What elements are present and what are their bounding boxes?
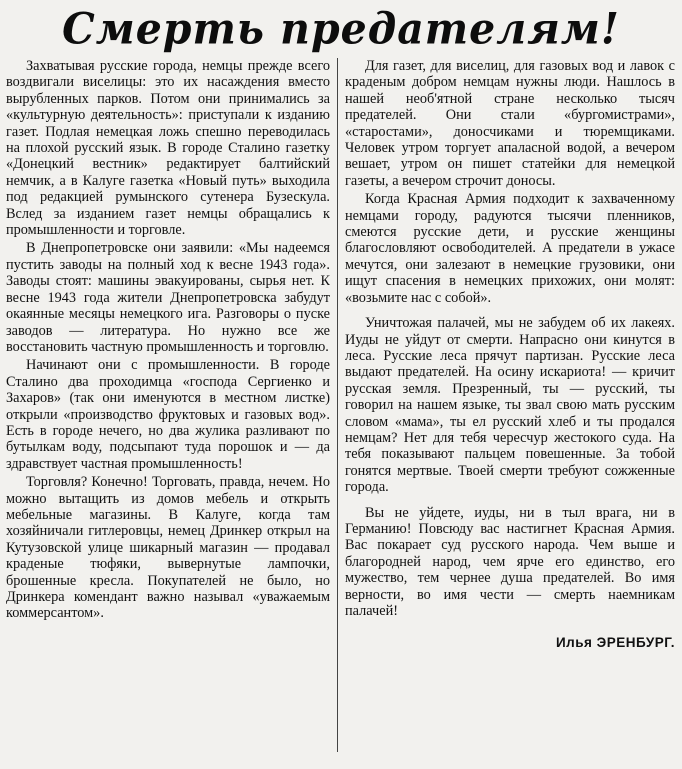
right-column — [345, 58, 675, 764]
left-column — [6, 58, 330, 764]
headline: Смерть предателям! — [62, 4, 620, 54]
paragraph: Захватывая русские города, немцы прежде всего воздвигали виселицы: это их насаждения вместо вырубленных парков. Потом они принимались за «культурную деятельность»: приступали к изданию газет. Подлая немецкая ложь спешно переводилась на плохой русский язык. В городе Сталино газетку «Донецкий вестник» редактирует балтийский немчик, а в Калуге газетка «Новый путь» выходила под редакцией румынского сутенера Бузескула. Вслед за изданием газет немцы обращались к промышленности и торговле. — [6, 58, 330, 239]
paragraph: Уничтожая палачей, мы не забудем об их лакеях. Иуды не уйдут от смерти. Напрасно они кинутся в леса. Русские леса прячут партизан. Русские леса выдают предателей. На осину искариота! — кричит русская земля. Презренный, ты — русский, ты говорил на нашем языке, ты звал свою мать русским словом «мама», ты ел русский хлеб и ты продался немцам? Нет для тебя чересчур жестокого суда. На тебя показывают пальцем повешенные. За тобой гонятся мертвые. Твоей смерти требуют сожженные города. — [345, 315, 675, 496]
author-signature: Илья ЭРЕНБУРГ. — [555, 635, 675, 651]
column-divider — [337, 58, 338, 752]
paragraph: Начинают они с промышленности. В городе Сталино два проходимца «господа Сергиенко и Захаров» (так они именуются в местном листке) открыли «производство фруктовых и газовых вод». Есть в городе нечего, но два жулика разливают по бутылкам воду, подсыпают туда порошок и — да здравствует частная промышленность! — [6, 357, 330, 472]
paragraph: Торговля? Конечно! Торговать, правда, нечем. Но можно вытащить из домов мебель и открыть мебельные магазины. В Калуге, когда там хозяйничали гитлеровцы, немец Дринкер открыл на Кутузовской улице шикарный магазин — продавал краденые тюфяки, вывернутые лампочки, брошенные кресла. Покупателей не было, но Дринкера комендант важно называл «уважаемым коммерсантом». — [6, 474, 330, 622]
paragraph: Для газет, для виселиц, для газовых вод и лавок с краденым добром немцам нужны люди. Нашлось в нашей необ'ятной стране несколько тысяч предателей. Они стали «бургомистрами», «старостами», доносчиками и тюремщиками. Человек утром торгует апаласной водой, а вечером вешает, утром он пишет статейки для немецкой газеты, а вечером строчит доносы. — [345, 58, 675, 189]
paragraph: Вы не уйдете, иуды, ни в тыл врага, ни в Германию! Повсюду вас настигнет Красная Армия. Вас покарает суд русского народа. Чем выше и благородней народ, чем ярче его единство, его мужество, тем чернее душа предателей. Во имя верности, во имя чести — смерть наемникам палачей! — [345, 504, 675, 619]
paragraph: Когда Красная Армия подходит к захваченному немцами городу, радуются тысячи пленников, смеются русские дети, и русские женщины благословляют освободителей. А предатели в ужасе мечутся, они залезают в немецкие грузовики, они ищут спасения в немецких прихожих, они молят: «возьмите нас с собой». — [345, 191, 675, 306]
paragraph: В Днепропетровске они заявили: «Мы надеемся пустить заводы на полный ход к весне 1943 года». Заводы стоят: машины эвакуированы, сырья нет. К весне 1943 года жители Днепропетровска забудут окаянные месяцы немецкого ига. Разговоры о пуске заводов — литература. Но нужно все же восстановить частную промышленность и торговлю. — [6, 240, 330, 355]
